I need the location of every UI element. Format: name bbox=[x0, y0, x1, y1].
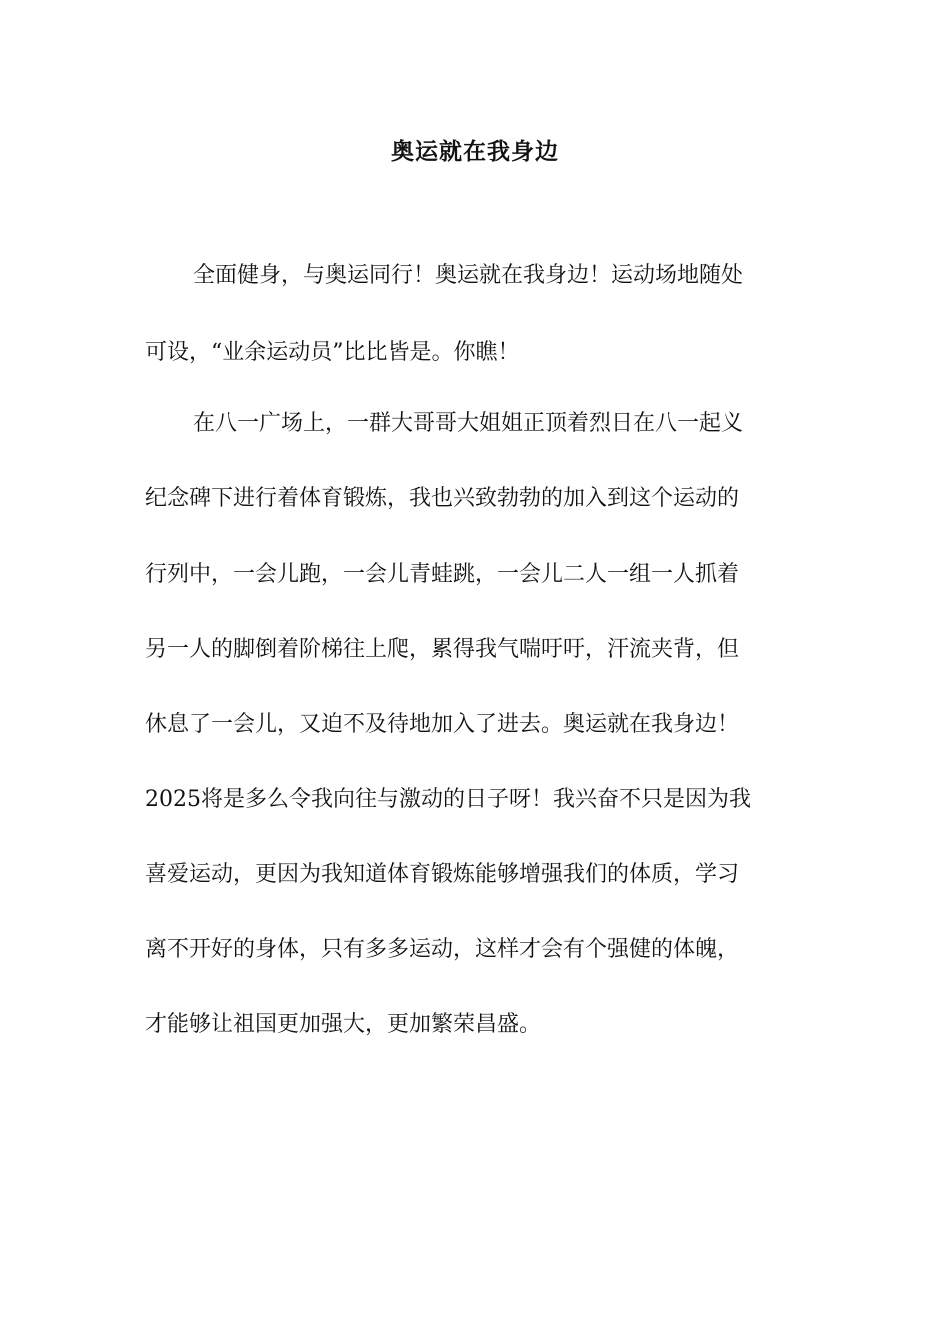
text-line-2: 可设，“业余运动员”比比皆是。你瞧！ bbox=[145, 340, 520, 365]
text-line-7: 休息了一会儿，又迫不及待地加入了进去。奥运就在我身边！ bbox=[145, 712, 740, 737]
text-line-11: 才能够让祖国更加强大，更加繁荣昌盛。 bbox=[145, 1012, 542, 1037]
text-line-8: 2025将是多么令我向往与激动的日子呀！我兴奋不只是因为我 bbox=[145, 787, 751, 812]
text-line-10: 离不开好的身体，只有多多运动，这样才会有个强健的体魄， bbox=[145, 937, 740, 962]
text-line-4: 纪念碑下进行着体育锻炼，我也兴致勃勃的加入到这个运动的 bbox=[145, 486, 740, 511]
text-line-9: 喜爱运动，更因为我知道体育锻炼能够增强我们的体质，学习 bbox=[145, 862, 740, 887]
document-title: 奥运就在我身边 bbox=[391, 138, 559, 165]
text-line-1: 全面健身，与奥运同行！奥运就在我身边！运动场地随处 bbox=[193, 263, 744, 288]
text-line-3: 在八一广场上，一群大哥哥大姐姐正顶着烈日在八一起义 bbox=[193, 411, 744, 436]
text-line-6: 另一人的脚倒着阶梯往上爬，累得我气喘吁吁，汗流夹背，但 bbox=[145, 637, 740, 662]
text-line-5: 行列中，一会儿跑，一会儿青蛙跳，一会儿二人一组一人抓着 bbox=[145, 562, 740, 587]
